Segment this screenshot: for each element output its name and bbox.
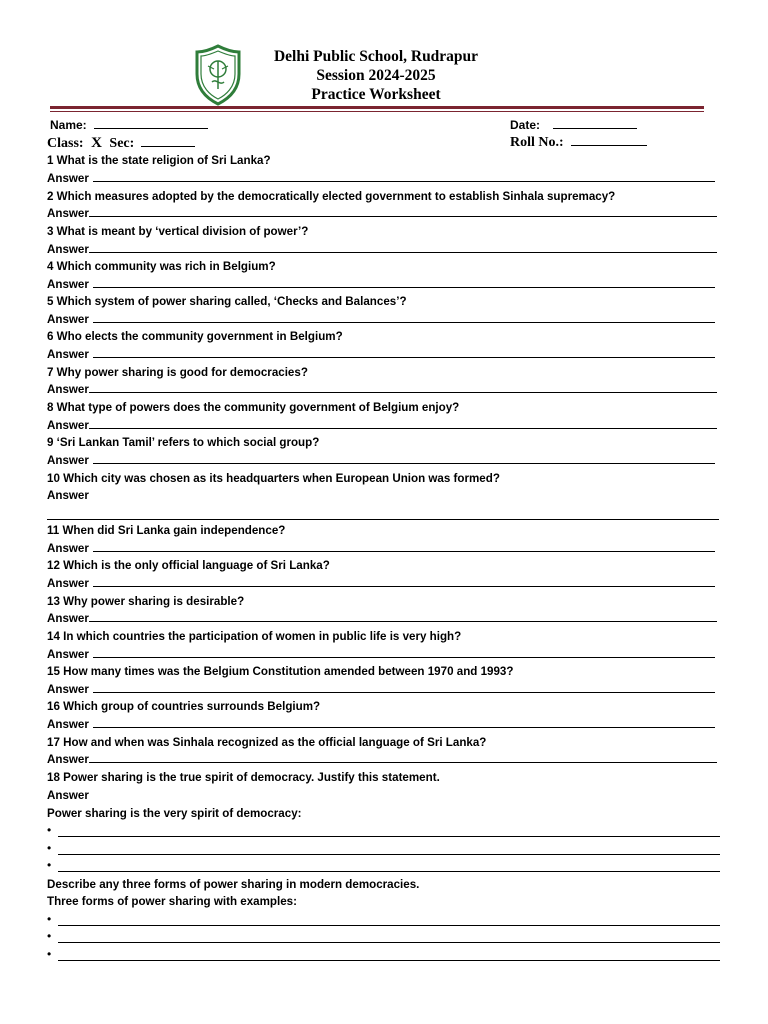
bullet: •	[47, 841, 52, 855]
answer-label: Answer	[47, 577, 89, 590]
answer-blank-10[interactable]	[47, 519, 719, 520]
answer-blank[interactable]	[89, 242, 717, 253]
answer-label: Answer	[47, 454, 89, 467]
session-label: Session 2024-2025	[316, 67, 436, 84]
answer-label: Answer	[47, 542, 89, 555]
question-3: 3 What is meant by ‘vertical division of power’?	[47, 225, 309, 238]
answer-row-4[interactable]	[47, 277, 715, 292]
answer-row-12[interactable]	[47, 576, 715, 591]
answer-blank[interactable]	[89, 382, 717, 393]
bullet: •	[47, 912, 52, 926]
question-11: 11 When did Sri Lanka gain independence?	[47, 524, 286, 537]
question-9: 9 ‘Sri Lankan Tamil’ refers to which social group?	[47, 436, 320, 449]
answer-label: Answer	[47, 172, 89, 185]
answer-label: Answer	[47, 753, 89, 766]
answer-row-6[interactable]	[47, 347, 715, 362]
answer-label: Answer	[47, 207, 89, 220]
answer-blank[interactable]	[93, 277, 715, 288]
answer-row-7[interactable]	[47, 382, 717, 397]
answer-row-9[interactable]	[47, 453, 715, 468]
answer-label: Answer	[47, 683, 89, 696]
roll-label: Roll No.:	[510, 135, 564, 150]
answer-label-10: Answer	[47, 489, 89, 502]
answer-blank[interactable]	[93, 347, 715, 358]
answer-blank[interactable]	[93, 682, 715, 693]
header-rule-thin	[50, 111, 704, 112]
worksheet-title: Practice Worksheet	[311, 86, 441, 103]
bullet-answer-blank[interactable]	[58, 942, 720, 943]
question-2: 2 Which measures adopted by the democratically elected government to establish Sinhala supremacy?	[47, 190, 616, 203]
forms-question: Describe any three forms of power sharing in modern democracies.	[47, 878, 420, 891]
answer-blank[interactable]	[93, 647, 715, 658]
spirit-heading: Power sharing is the very spirit of democracy:	[47, 807, 302, 820]
question-15: 15 How many times was the Belgium Constitution amended between 1970 and 1993?	[47, 665, 514, 678]
question-14: 14 In which countries the participation of women in public life is very high?	[47, 630, 462, 643]
answer-row-17[interactable]	[47, 752, 717, 767]
question-8: 8 What type of powers does the community government of Belgium enjoy?	[47, 401, 460, 414]
bullet-answer-blank[interactable]	[58, 854, 720, 855]
answer-row-8[interactable]	[47, 418, 717, 433]
date-blank[interactable]	[553, 118, 637, 129]
question-5: 5 Which system of power sharing called, ‘Checks and Balances’?	[47, 295, 407, 308]
question-16: 16 Which group of countries surrounds Belgium?	[47, 700, 321, 713]
bullet-answer-blank[interactable]	[58, 925, 720, 926]
answer-row-13[interactable]	[47, 611, 717, 626]
question-4: 4 Which community was rich in Belgium?	[47, 260, 276, 273]
date-label: Date:	[510, 118, 541, 132]
answer-label: Answer	[47, 419, 89, 432]
answer-label: Answer	[47, 648, 89, 661]
answer-label: Answer	[47, 348, 89, 361]
bullet: •	[47, 858, 52, 872]
class-value: X	[91, 135, 102, 151]
answer-row-15[interactable]	[47, 682, 715, 697]
name-field[interactable]	[50, 118, 208, 132]
answer-row-2[interactable]	[47, 206, 717, 221]
question-13: 13 Why power sharing is desirable?	[47, 595, 245, 608]
bullet: •	[47, 947, 52, 961]
question-12: 12 Which is the only official language of Sri Lanka?	[47, 559, 330, 572]
question-18: 18 Power sharing is the true spirit of democracy. Justify this statement.	[47, 771, 440, 784]
answer-blank[interactable]	[89, 206, 717, 217]
bullet: •	[47, 929, 52, 943]
answer-row-11[interactable]	[47, 541, 715, 556]
sec-blank[interactable]	[141, 136, 195, 147]
forms-heading: Three forms of power sharing with examples:	[47, 895, 297, 908]
question-10: 10 Which city was chosen as its headquarters when European Union was formed?	[47, 472, 500, 485]
answer-row-1[interactable]	[47, 171, 715, 186]
answer-row-3[interactable]	[47, 242, 717, 257]
question-7: 7 Why power sharing is good for democracies?	[47, 366, 308, 379]
bullet: •	[47, 823, 52, 837]
question-6: 6 Who elects the community government in Belgium?	[47, 330, 343, 343]
answer-blank[interactable]	[89, 611, 717, 622]
class-field[interactable]	[47, 135, 195, 152]
answer-blank[interactable]	[93, 171, 715, 182]
roll-blank[interactable]	[571, 135, 647, 146]
school-header	[246, 47, 506, 104]
answer-label: Answer	[47, 278, 89, 291]
answer-label: Answer	[47, 612, 89, 625]
sec-label: Sec:	[109, 136, 135, 151]
answer-row-14[interactable]	[47, 647, 715, 662]
school-name: Delhi Public School, Rudrapur	[273, 48, 479, 65]
answer-blank[interactable]	[89, 418, 717, 429]
answer-row-5[interactable]	[47, 312, 715, 327]
bullet-answer-blank[interactable]	[58, 836, 720, 837]
answer-blank[interactable]	[93, 541, 715, 552]
question-1: 1 What is the state religion of Sri Lanka?	[47, 154, 271, 167]
name-label: Name:	[50, 118, 87, 132]
question-17: 17 How and when was Sinhala recognized as the official language of Sri Lanka?	[47, 736, 487, 749]
answer-row-16[interactable]	[47, 717, 715, 732]
roll-field[interactable]	[510, 135, 647, 151]
name-blank[interactable]	[94, 118, 208, 129]
bullet-answer-blank[interactable]	[58, 960, 720, 961]
answer-blank[interactable]	[93, 312, 715, 323]
class-label: Class:	[47, 136, 84, 151]
answer-label: Answer	[47, 243, 89, 256]
answer-label: Answer	[47, 383, 89, 396]
answer-blank[interactable]	[93, 453, 715, 464]
answer-label: Answer	[47, 313, 89, 326]
answer-blank[interactable]	[89, 752, 717, 763]
header-rule	[50, 106, 704, 109]
answer-label-18: Answer	[47, 789, 89, 802]
answer-blank[interactable]	[93, 717, 715, 728]
answer-blank[interactable]	[93, 576, 715, 587]
bullet-answer-blank[interactable]	[58, 871, 720, 872]
answer-label: Answer	[47, 718, 89, 731]
date-field[interactable]	[510, 118, 637, 132]
school-logo	[194, 44, 242, 106]
